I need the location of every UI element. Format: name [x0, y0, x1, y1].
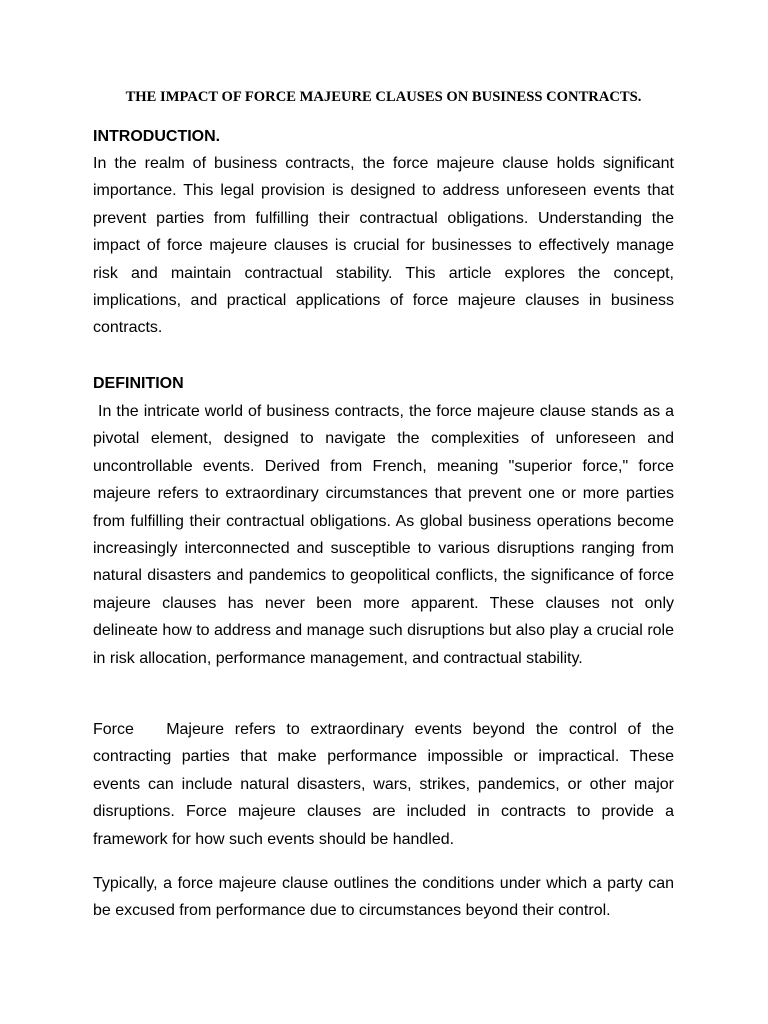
typical-clause-paragraph: Typically, a force majeure clause outlines the conditions under which a party can be excused from performance due to circumstances beyond their control.: [93, 875, 674, 920]
definition-paragraph: In the intricate world of business contracts, the force majeure clause stands as a pivotal element, designed to navigate the complexities of unforeseen and uncontrollable events. Derived from French, meaning "superior force," force majeure refers to extraordinary circumstances that prevent one or more parties from fulfilling their contractual obligations. As global business operations become increasingly interconnected and susceptible to various disruptions ranging from natural disasters and pandemics to geopolitical conflicts, the significance of force majeure clauses has never been more apparent. These clauses not only delineate how to address and manage such disruptions but also play a crucial role in risk allocation, performance management, and contractual stability.: [93, 403, 674, 667]
document-title: THE IMPACT OF FORCE MAJEURE CLAUSES ON BUSINESS CONTRACTS.: [125, 89, 642, 105]
definition-heading: DEFINITION: [93, 375, 184, 392]
force-majeure-paragraph: Force Majeure refers to extraordinary events beyond the control of the contracting parties that make performance impossible or impractical. These events can include natural disasters, wars, strikes, pandemics, or other major disruptions. Force majeure clauses are included in contracts to provide a framework for how such events should be handled.: [93, 721, 674, 848]
introduction-heading: INTRODUCTION.: [93, 128, 221, 145]
introduction-paragraph: In the realm of business contracts, the force majeure clause holds significant importance. This legal provision is designed to address unforeseen events that prevent parties from fulfilling their contractual obligations. Understanding the impact of force majeure clauses is crucial for businesses to effectively manage risk and maintain contractual stability. This article explores the concept, implications, and practical applications of force majeure clauses in business contracts.: [93, 155, 674, 337]
